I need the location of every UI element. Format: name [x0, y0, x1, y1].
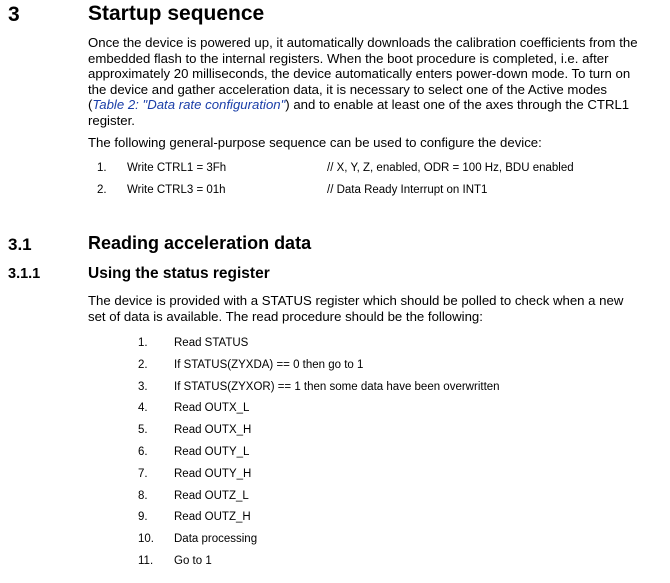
- read-step-text: Read OUTZ_H: [174, 511, 251, 524]
- read-step-text: Read OUTX_H: [174, 424, 252, 437]
- read-step-number: 8.: [138, 489, 148, 502]
- intro-text: Once the device is powered up, it automatically downloads the calibration coefficients from the embedded flash to the internal registers. When the boot procedure is completed, i.e. after approximately 20 milliseconds, the device automatically enters power-down mode. To turn on the device and gather acceleration data, it is necessary to select one of the Active modes (: [88, 35, 638, 113]
- status-paragraph: The device is provided with a STATUS register which should be polled to check when a new set of data is available. The read procedure should be the following:: [88, 293, 624, 324]
- subsection-number: 3.1: [8, 235, 32, 254]
- intro-paragraph: [88, 35, 638, 129]
- sequence-intro: The following general-purpose sequence can be used to configure the device:: [88, 135, 542, 150]
- read-step-text: Data processing: [174, 533, 258, 546]
- read-step-number: 7.: [138, 467, 148, 480]
- section-title: Startup sequence: [88, 2, 265, 25]
- read-step-number: 1.: [138, 337, 148, 349]
- table-reference-link[interactable]: Table 2: "Data rate configuration": [92, 97, 286, 113]
- read-step-number: 11.: [138, 555, 154, 567]
- read-step-text: Read OUTZ_L: [174, 489, 249, 502]
- read-step-number: 3.: [138, 380, 148, 393]
- config-step-comment: // X, Y, Z, enabled, ODR = 100 Hz, BDU enabled: [327, 162, 574, 174]
- config-step-number: 2.: [97, 184, 107, 196]
- read-step-text: If STATUS(ZYXOR) == 1 then some data have been overwritten: [174, 380, 500, 393]
- read-step-text: Read OUTY_L: [174, 446, 250, 458]
- subsection-title: Reading acceleration data: [88, 233, 312, 253]
- read-step-text: Read OUTY_H: [174, 467, 252, 480]
- subsubsection-number: 3.1.1: [8, 266, 41, 282]
- config-step-number: 1.: [97, 162, 107, 174]
- read-step-number: 4.: [138, 402, 148, 415]
- subsubsection-title: Using the status register: [88, 265, 270, 282]
- read-step-text: Read OUTX_L: [174, 402, 250, 415]
- config-step-comment: // Data Ready Interrupt on INT1: [327, 184, 488, 196]
- read-step-number: 2.: [138, 358, 148, 371]
- section-number: 3: [8, 3, 20, 26]
- read-step-text: Go to 1: [174, 555, 212, 567]
- read-step-text: If STATUS(ZYXDA) == 0 then go to 1: [174, 358, 364, 371]
- read-step-number: 9.: [138, 511, 148, 524]
- read-step-number: 6.: [138, 446, 148, 458]
- read-step-number: 10.: [138, 533, 154, 546]
- config-step-text: Write CTRL3 = 01h: [127, 184, 226, 196]
- config-step-text: Write CTRL1 = 3Fh: [127, 162, 227, 174]
- intro-text-end: ) and to enable at least one of the axes through the CTRL1 register.: [88, 97, 630, 128]
- read-step-number: 5.: [138, 424, 148, 437]
- read-step-text: Read STATUS: [174, 337, 249, 349]
